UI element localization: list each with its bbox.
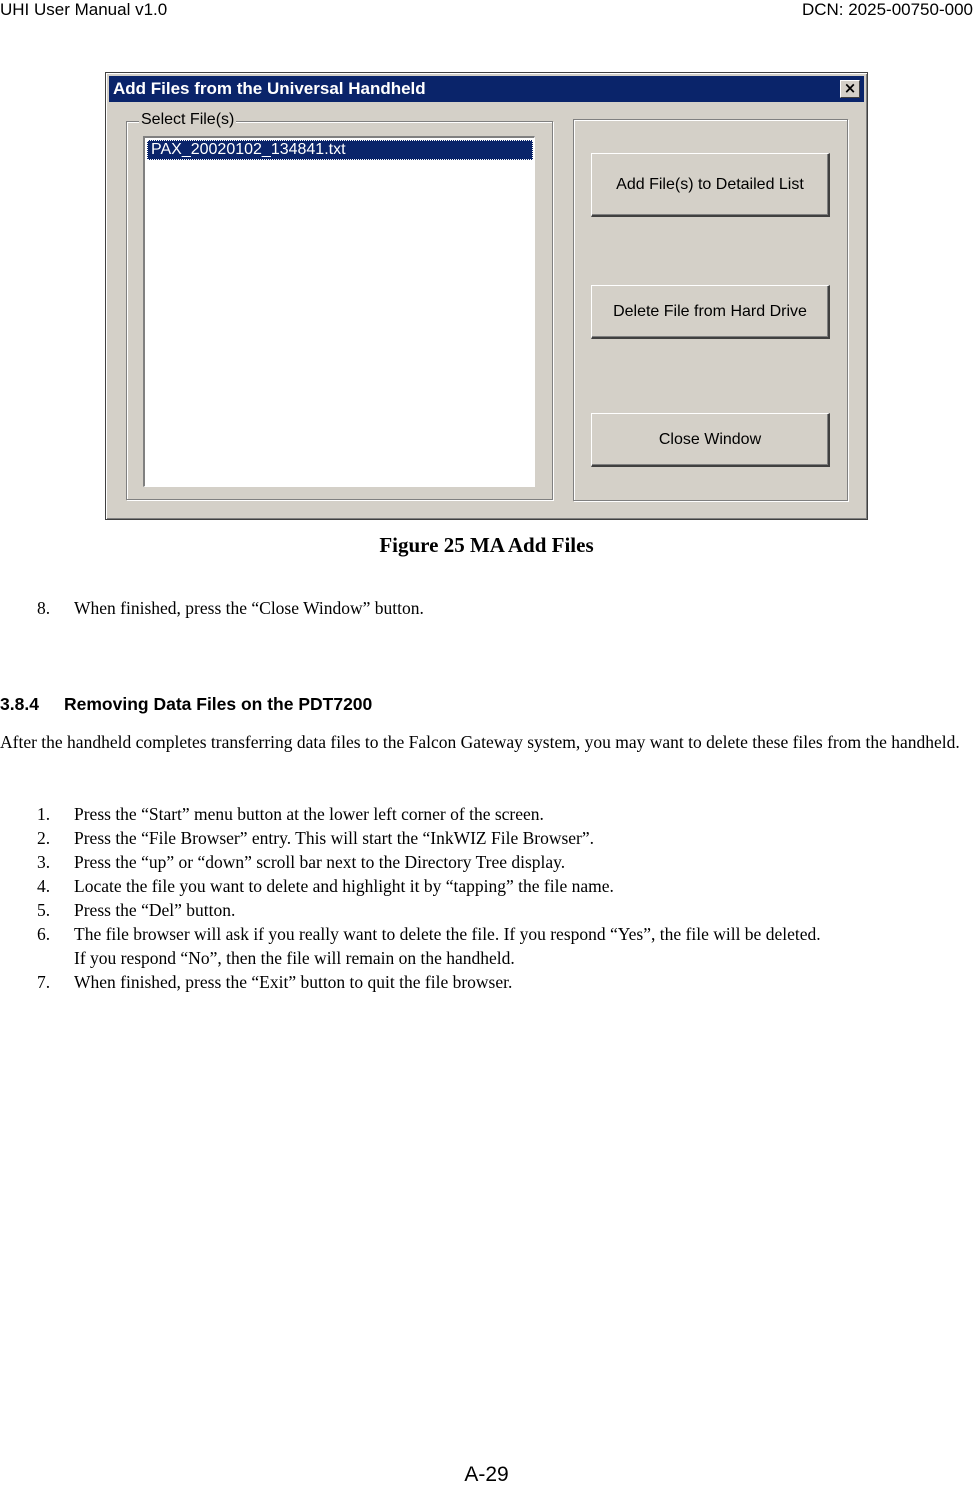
step-text: The file browser will ask if you really want to delete the file. If you respond “Yes”, the file will be deleted.: [74, 924, 821, 944]
page-number: A-29: [464, 1463, 509, 1486]
step-text: Locate the file you want to delete and highlight it by “tapping” the file name.: [74, 876, 614, 896]
step-number: 5.: [37, 900, 51, 920]
step-number: 4.: [37, 876, 51, 896]
dialog-titlebar: [109, 76, 864, 102]
dialog-title: Add Files from the Universal Handheld: [113, 79, 426, 98]
step-number: 2.: [37, 828, 51, 848]
add-to-detailed-list-button[interactable]: Add File(s) to Detailed List: [591, 153, 830, 217]
step-text: When finished, press the “Close Window” button.: [74, 598, 424, 618]
header-doc-title: UHI User Manual v1.0: [0, 0, 168, 19]
header-dcn: DCN: 2025-00750-000: [801, 0, 973, 19]
step-number: 1.: [37, 804, 51, 824]
step-number: 3.: [37, 852, 51, 872]
file-listbox[interactable]: [143, 136, 535, 487]
section-intro: After the handheld completes transferring data files to the Falcon Gateway system, you may want to delete these files from the handheld.: [0, 732, 960, 752]
select-files-group: [126, 111, 553, 500]
step-number: 6.: [37, 924, 51, 944]
dialog-button-panel: [573, 119, 848, 501]
section-title: Removing Data Files on the PDT7200: [64, 694, 373, 714]
delete-from-hard-drive-button[interactable]: Delete File from Hard Drive: [591, 285, 830, 339]
step-text: When finished, press the “Exit” button to quit the file browser.: [74, 972, 513, 992]
select-files-label: Select File(s): [141, 111, 235, 128]
file-list-item[interactable]: PAX_20020102_134841.txt: [147, 140, 533, 160]
close-window-button[interactable]: Close Window: [591, 413, 830, 467]
step-number: 8.: [37, 598, 51, 618]
section-number: 3.8.4: [0, 694, 39, 714]
step-text: Press the “Start” menu button at the lower left corner of the screen.: [74, 804, 544, 824]
figure-caption: Figure 25 MA Add Files: [379, 533, 594, 557]
step-number: 7.: [37, 972, 51, 992]
step-text: Press the “Del” button.: [74, 900, 236, 920]
add-files-dialog-screenshot: [105, 72, 868, 520]
step-text: Press the “up” or “down” scroll bar next to the Directory Tree display.: [74, 852, 566, 872]
step-text: Press the “File Browser” entry. This will start the “InkWIZ File Browser”.: [74, 828, 595, 848]
close-icon[interactable]: ×: [840, 80, 860, 98]
step-text: If you respond “No”, then the file will remain on the handheld.: [74, 948, 515, 968]
section-heading: [0, 694, 372, 715]
